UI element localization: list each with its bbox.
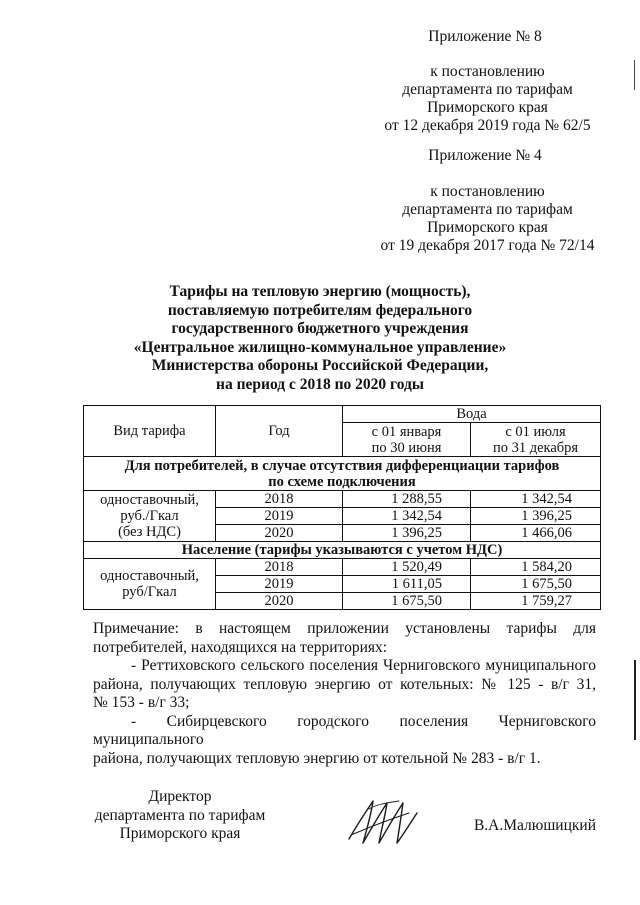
position-line: Приморского края [119, 825, 241, 842]
title-line: Тарифы на тепловую энергию (мощность), [169, 283, 471, 300]
col-header-line: по 31 декабря [492, 439, 579, 456]
cell-year: 2018 [216, 559, 343, 576]
note-line: потребителей, находящихся на территориях: [93, 638, 388, 656]
cell-first-half: 1 520,49 [343, 559, 471, 576]
table-row [84, 491, 601, 508]
title-line: на период с 2018 по 2020 годы [216, 375, 424, 393]
tariff-table [83, 405, 601, 610]
title-line: государственного бюджетного учреждения [171, 320, 469, 338]
header-line: департамента по тарифам [402, 81, 573, 98]
header-line: от 12 декабря 2019 года № 62/5 [384, 117, 591, 134]
section-line: Для потребителей, в случае отсутствия дифференциации тарифов [124, 457, 560, 474]
cell-second-half: 1 759,27 [471, 593, 601, 610]
section-heading-2: Население (тарифы указываются с учетом НДС) [84, 542, 601, 559]
title-line: «Центральное жилищно-коммунальное управление» [133, 338, 507, 356]
position-line: департамента по тарифам [94, 806, 266, 824]
header-line: департамента по тарифам [402, 201, 573, 218]
cell-year: 2020 [216, 525, 343, 542]
cell-second-half: 1 584,20 [471, 559, 601, 576]
note-block [93, 620, 596, 768]
appendix-8-header [375, 63, 600, 135]
col-header-second-half [471, 423, 601, 457]
header-line: к постановлению [430, 63, 545, 80]
appendix-8-title: Приложение № 8 [428, 28, 542, 45]
note-line: № 153 - в/г 33; [93, 694, 190, 711]
cell-second-half: 1 342,54 [471, 491, 601, 508]
col-header-line: с 01 января [371, 423, 442, 440]
label-line: одноставочный, [100, 568, 199, 584]
cell-year: 2018 [216, 491, 343, 508]
col-header-line: с 01 июля [505, 423, 566, 440]
cell-second-half: 1 466,06 [471, 525, 601, 542]
cell-year: 2019 [216, 508, 343, 525]
signatory-position [80, 788, 280, 844]
label-line: руб/Гкал [122, 584, 177, 600]
cell-first-half: 1 675,50 [343, 593, 471, 610]
cell-year: 2019 [216, 576, 343, 593]
header-line: Приморского края [427, 219, 548, 236]
header-line: Приморского края [427, 99, 548, 116]
tariff-type-label [84, 559, 216, 610]
cell-first-half: 1 288,55 [343, 491, 471, 508]
note-line: - Сибирцевского городского поселения Черниговского муниципального [93, 712, 596, 748]
signatory-name: В.А.Малюшицкий [473, 817, 597, 834]
note-line: района, получающих тепловую энергию от котельной № 283 - в/г 1. [93, 749, 541, 767]
label-line: одноставочный, [100, 492, 199, 508]
label-line: руб./Гкал [120, 508, 179, 524]
col-header-water: Вода [343, 406, 601, 423]
col-header-first-half [343, 423, 471, 457]
header-line: к постановлению [430, 183, 545, 200]
cell-first-half: 1 611,05 [343, 576, 471, 593]
note-line: Примечание: в настоящем приложении установлены тарифы для [93, 620, 596, 637]
cell-second-half: 1 675,50 [471, 576, 601, 593]
title-line: Министерства обороны Российской Федерации, [151, 357, 489, 375]
appendix-4-title: Приложение № 4 [428, 147, 542, 164]
header-line: от 19 декабря 2017 года № 72/14 [380, 237, 595, 254]
cell-first-half: 1 342,54 [343, 508, 471, 525]
title-line: поставляемую потребителям федерального [167, 301, 473, 319]
col-header-line: по 30 июня [371, 439, 442, 456]
scan-edge-mark [634, 660, 636, 740]
label-line: (без НДС) [118, 524, 181, 540]
note-line: - Реттиховского сельского поселения Черниговского муниципального [131, 657, 596, 674]
appendix-4-header [370, 183, 605, 255]
cell-year: 2020 [216, 593, 343, 610]
col-header-tariff: Вид тарифа [84, 406, 216, 457]
section-heading-1 [84, 457, 601, 491]
document-title [100, 283, 540, 395]
cell-first-half: 1 396,25 [343, 525, 471, 542]
cell-second-half: 1 396,25 [471, 508, 601, 525]
tariff-type-label [84, 491, 216, 542]
col-header-year: Год [216, 406, 343, 457]
position-line: Директор [148, 788, 212, 805]
scan-edge-mark [634, 60, 635, 90]
handwritten-signature [345, 795, 425, 847]
note-line: района, получающих тепловую энергию от котельных: № 125 - в/г 31, [93, 675, 596, 693]
section-line: по схеме подключения [268, 473, 416, 490]
table-row [84, 559, 601, 576]
